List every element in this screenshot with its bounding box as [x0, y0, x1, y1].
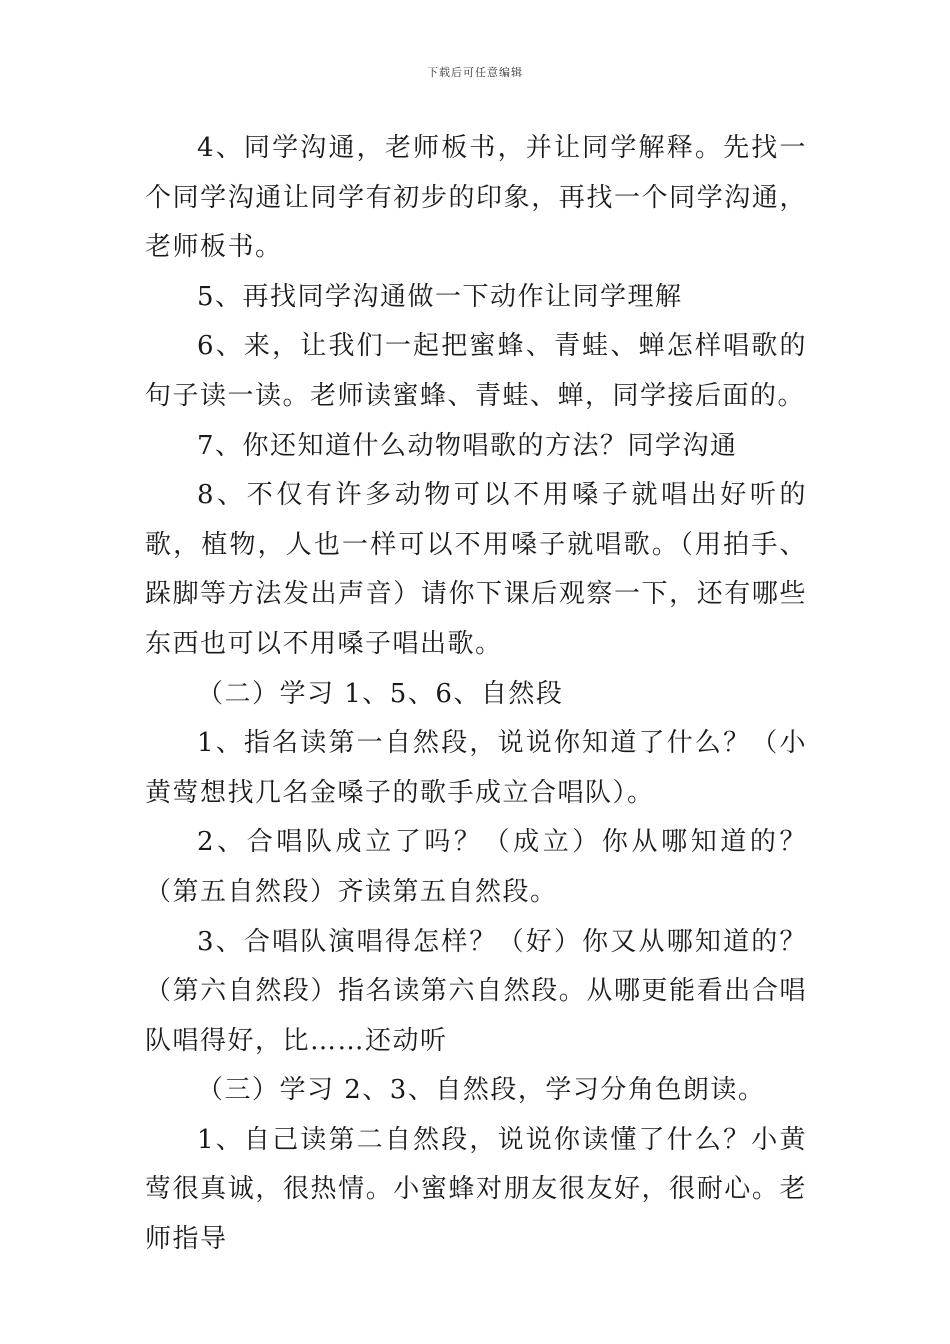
- document-body: [145, 124, 807, 1265]
- paragraph-section2-item-1: 1、指名读第一自然段，说说你知道了什么？（小黄莺想找几名金嗓子的歌手成立合唱队）。: [145, 728, 807, 808]
- section-heading-two: （二）学习 1、5、6、自然段: [197, 678, 564, 709]
- section-heading-three: （三）学习 2、3、自然段，学习分角色朗读。: [197, 1075, 766, 1106]
- paragraph-section2-item-3: 3、合唱队演唱得怎样？（好）你又从哪知道的？（第六自然段）指名读第六自然段。从哪更能看出合唱队唱得好，比……还动听: [145, 926, 807, 1056]
- paragraph-section2-item-2: 2、合唱队成立了吗？（成立）你从哪知道的？（第五自然段）齐读第五自然段。: [145, 827, 807, 907]
- page-header-note: 下载后可任意编辑: [427, 66, 523, 79]
- paragraph-step-8: 8、不仅有许多动物可以不用嗓子就唱出好听的歌，植物，人也一样可以不用嗓子就唱歌。（用拍手、跺脚等方法发出声音）请你下课后观察一下，还有哪些东西也可以不用嗓子唱出歌。: [145, 480, 807, 659]
- paragraph-section3-item-1: 1、自己读第二自然段，说说你读懂了什么？小黄莺很真诚，很热情。小蜜蜂对朋友很友好，很耐心。老师指导: [145, 1124, 807, 1255]
- paragraph-step-4: 4、同学沟通，老师板书，并让同学解释。先找一个同学沟通让同学有初步的印象，再找一个同学沟通，老师板书。: [145, 133, 807, 263]
- paragraph-step-5: 5、再找同学沟通做一下动作让同学理解: [197, 281, 683, 312]
- paragraph-step-6: 6、来，让我们一起把蜜蜂、青蛙、蝉怎样唱歌的句子读一读。老师读蜜蜂、青蛙、蝉，同学接后面的。: [145, 331, 807, 411]
- paragraph-step-7: 7、你还知道什么动物唱歌的方法？同学沟通: [197, 430, 738, 461]
